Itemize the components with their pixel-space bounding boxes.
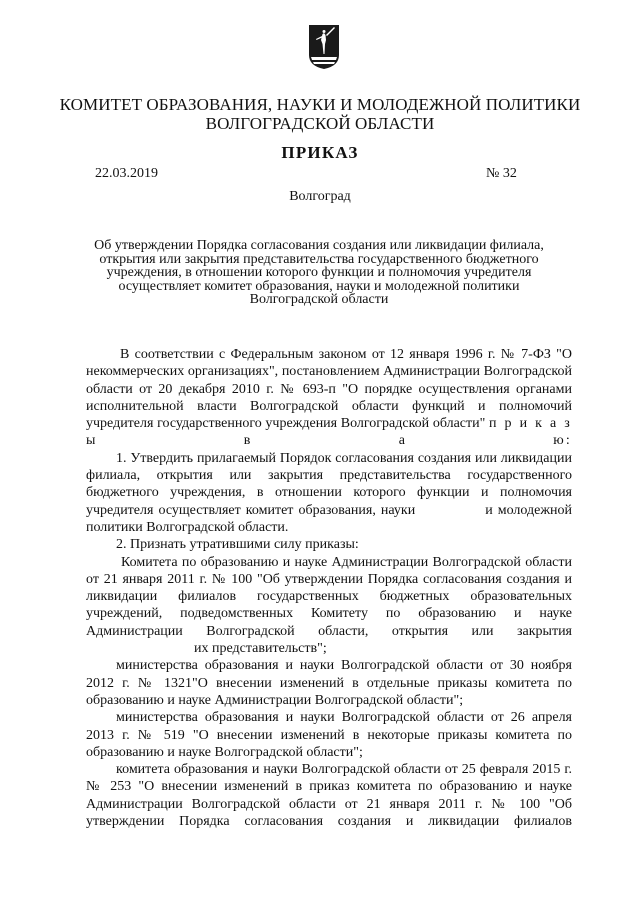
organization-name-line-1: КОМИТЕТ ОБРАЗОВАНИЯ, НАУКИ И МОЛОДЕЖНОЙ ПОЛИТИКИ bbox=[59, 95, 581, 114]
coat-of-arms-icon bbox=[308, 24, 340, 70]
document-body bbox=[86, 346, 572, 830]
repealed-order-4: комитета образования и науки Волгоградской области от 25 февраля 2015 г. № 253 "О внесении изменений в приказ комитета по образованию и науке Администрации Волгоградской области от 21 января 2011 г. № 100 "Об утверждении Порядка согласования создания и ликвидации филиалов bbox=[86, 762, 572, 830]
organization-name-line-2: ВОЛГОГРАДСКОЙ ОБЛАСТИ bbox=[205, 114, 435, 133]
repealed-order-3: министерства образования и науки Волгоградской области от 26 апреля 2013 г. № 519 "О внесении изменений в некоторые приказы комитета по образованию и науке Волгоградской области"; bbox=[86, 710, 572, 760]
document-date: 22.03.2019 bbox=[95, 166, 158, 181]
order-1-end: их представительств"; bbox=[194, 641, 327, 657]
intro-text: В соответствии с Федеральным законом от 12 января 1996 г. № 7-ФЗ "О некоммерческих организациях", постановлением Администрации Волгоградской области от 20 декабря 2010 г. № 693-п "О порядке осуществления органами исполнительной власти Волгоградской области функций и полномочий учредителя государственного учреждения Волгоградской области" bbox=[86, 347, 572, 432]
item-2-paragraph: 2. Признать утратившими силу приказы: bbox=[116, 537, 359, 553]
order-word: п р и к а з ы в а ю: bbox=[86, 416, 573, 449]
document-city: Волгоград bbox=[289, 189, 351, 204]
item-1-end: и молодежной политики Волгоградской области. bbox=[86, 502, 572, 535]
document-subject: Об утверждении Порядка согласования создания или ликвидации филиала, открытия или закрытия представительства государственного бюджетного учреждения, в отношении которого функции и полномочия учредителя осуществляет комитет образования, науки и молодежной политики Волгоградской области bbox=[94, 238, 544, 307]
repealed-order-1 bbox=[86, 554, 572, 658]
item-1-start: 1. Утвердить прилагаемый Порядок согласования создания или ликвидации филиала, открытия или закрытия представительства государственного бюджетного учреждения, в отношении которого функции и полномочия учредителя осуществляет комитет образования, науки bbox=[86, 450, 572, 518]
document-type: ПРИКАЗ bbox=[281, 143, 359, 162]
document-number: № 32 bbox=[486, 166, 517, 181]
item-1-paragraph bbox=[86, 450, 572, 536]
intro-paragraph bbox=[86, 346, 572, 450]
order-1-start: Комитета по образованию и науке Администрации Волгоградской области от 21 января 2011 г. № 100 "Об утверждении Порядка согласования создания и ликвидации филиалов государственных бюджетных образовательных учреждений, подведомственных Комитету по образованию и науке Администрации Волгоградской области, открытия или закрытия bbox=[86, 554, 572, 639]
repealed-order-2: министерства образования и науки Волгоградской области от 30 ноября 2012 г. № 1321"О внесении изменений в отдельные приказы комитета по образованию и науке Администрации Волгоградской области"; bbox=[86, 658, 572, 708]
